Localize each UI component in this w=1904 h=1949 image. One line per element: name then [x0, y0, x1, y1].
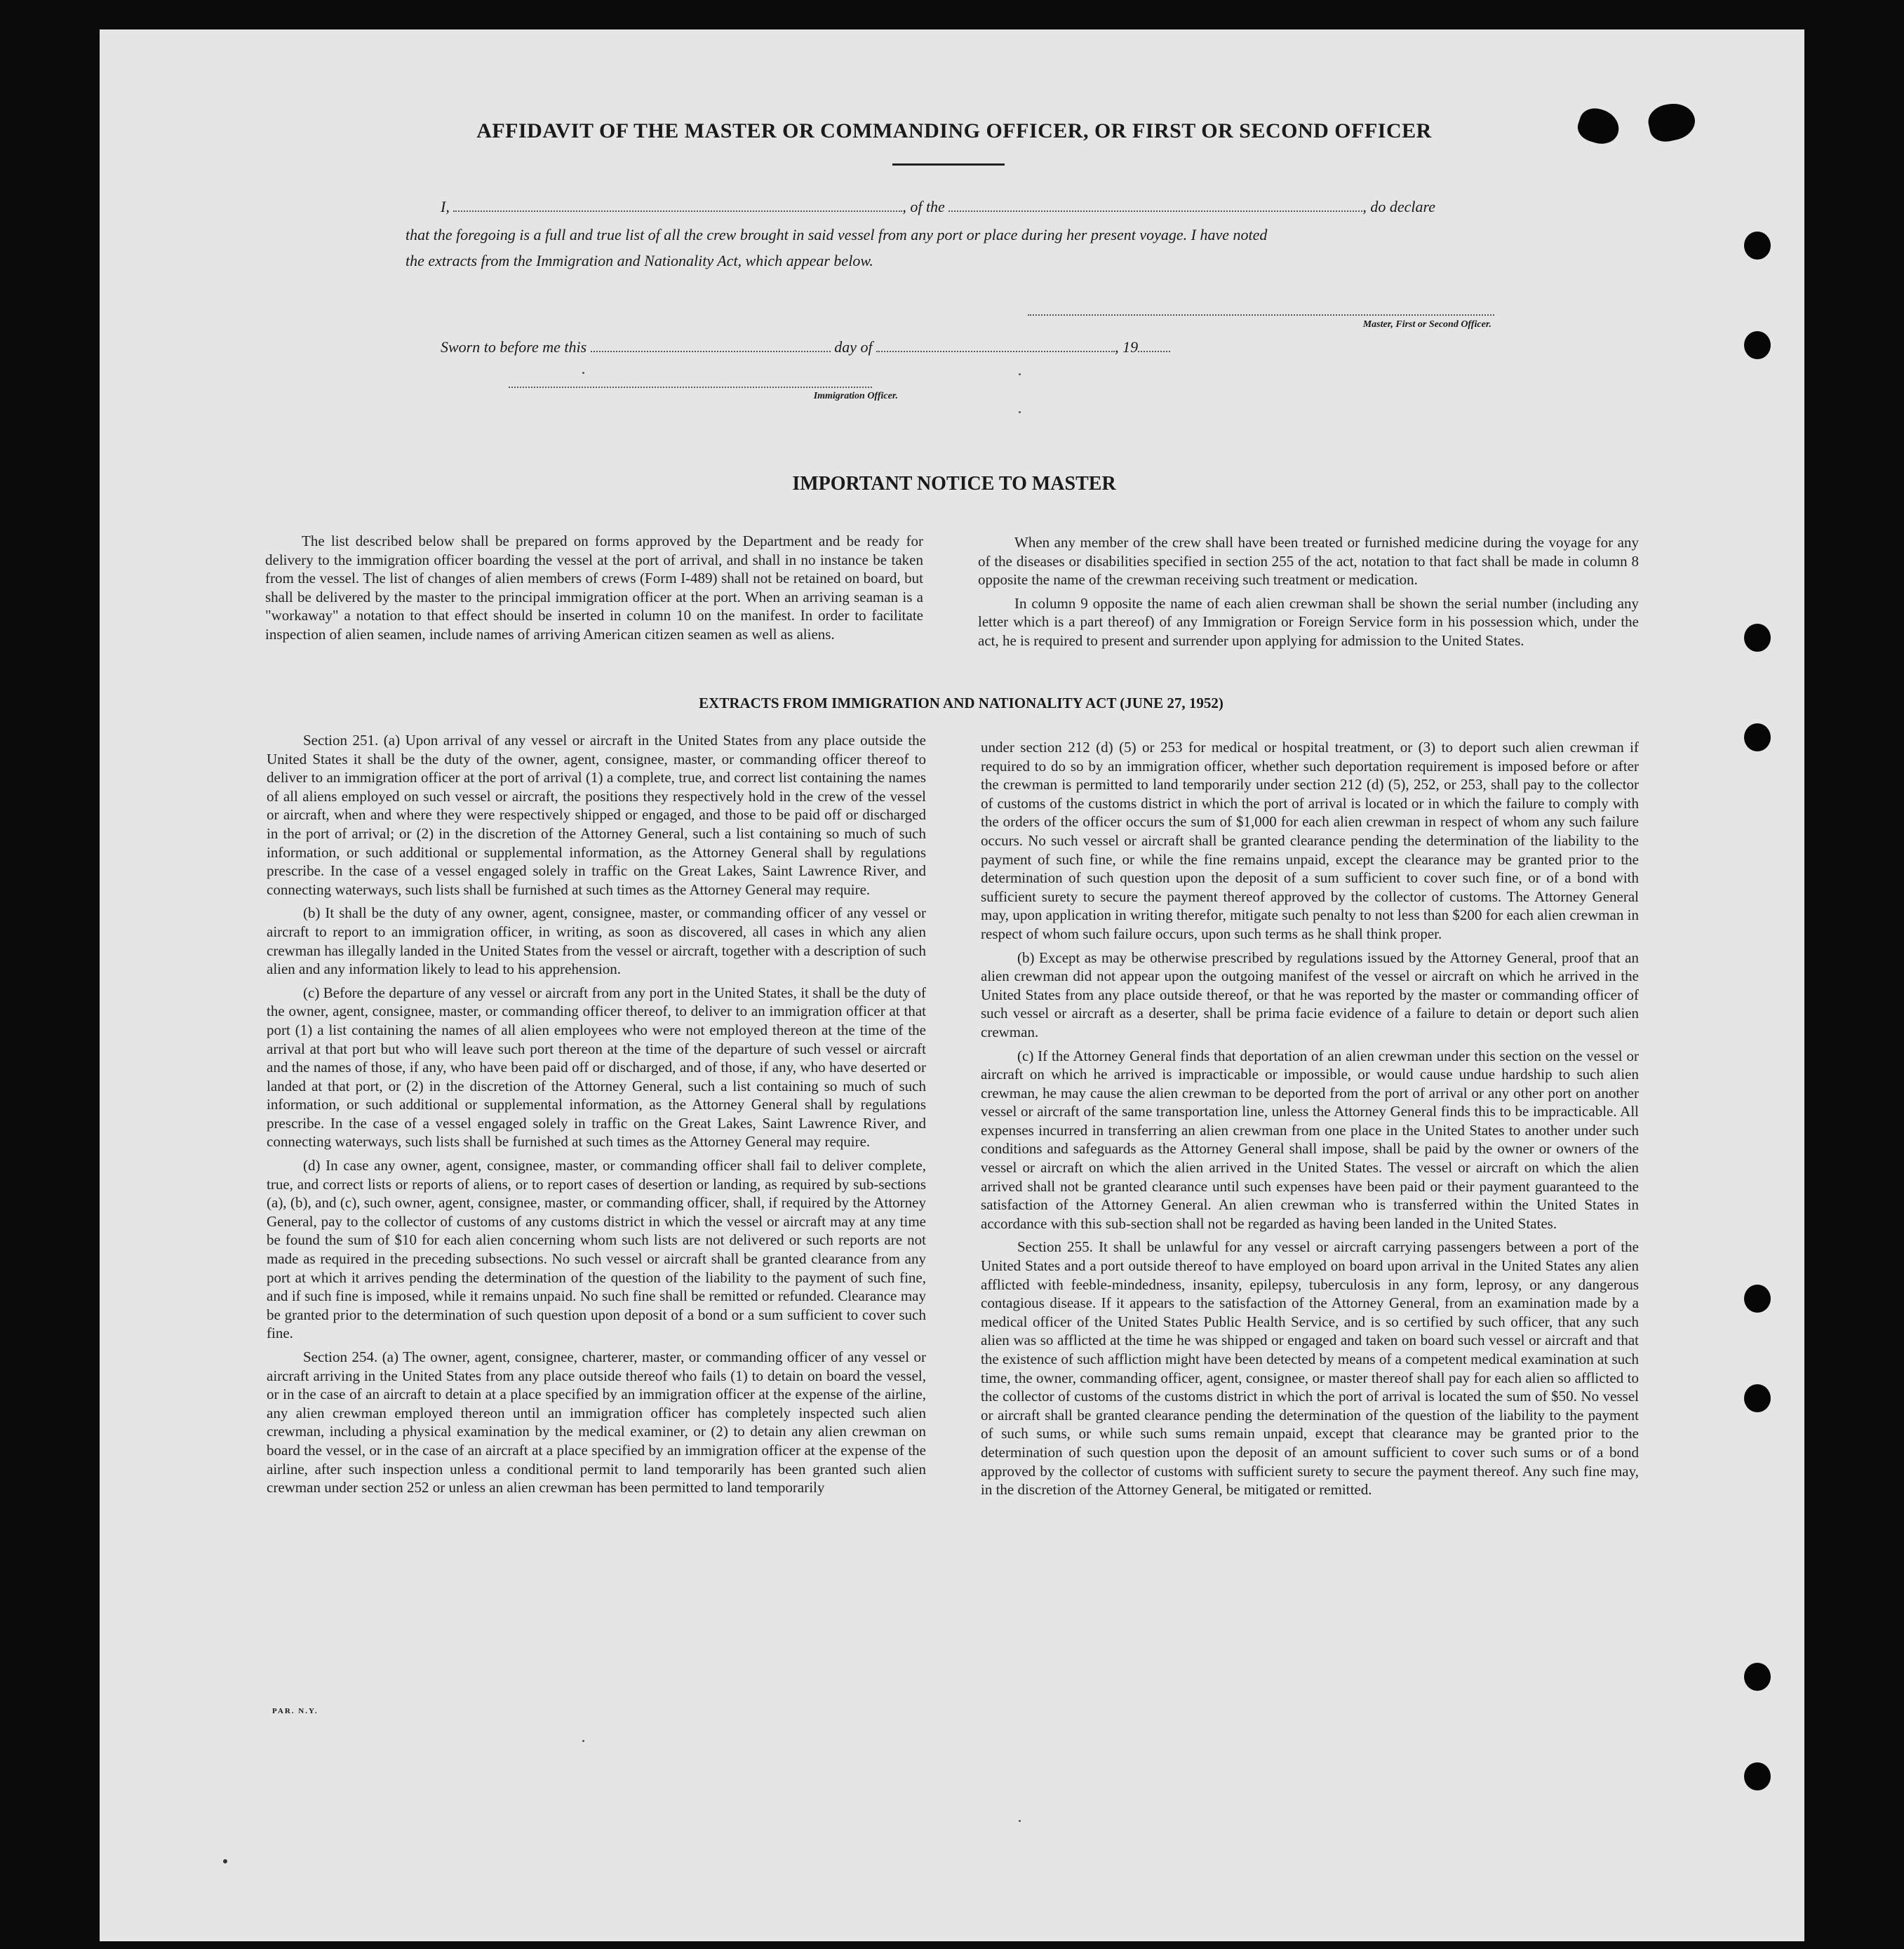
speck	[1019, 1820, 1021, 1822]
master-signature-line[interactable]	[1028, 314, 1494, 316]
declaration-line-1	[441, 194, 1493, 220]
notice-left-column	[265, 532, 923, 649]
punch-hole	[1744, 624, 1771, 652]
i-label: I,	[441, 198, 450, 215]
vessel-blank[interactable]	[948, 198, 1362, 212]
sworn-year-blank[interactable]	[1138, 338, 1170, 352]
section-254-c: (c) If the Attorney General finds that deportation of an alien crewman under this section on the vessel or aircraft on which he arrived is impracticable or impossible, or would cause undue hardship to such alien crewman, he may cause the alien crewman to be deported from the port of arrival or any other port on another vessel or aircraft of the same transportation line, unless the Attorney General finds this to be impracticable. All expenses incurred in transferring an alien crewman from one place in the United States to another under such conditions and safeguards as the Attorney General shall impose, shall be paid by the owner or owners of the vessel or aircraft on which the alien arrived in the United States. The vessel or aircraft on which the alien arrived shall not be granted clearance until such expenses have been paid or their payment guaranteed to the satisfaction of the Attorney General. An alien crewman who is transferred within the United States in accordance with this sub-section shall not be regarded as having been landed in the United States.	[981, 1047, 1639, 1232]
extracts-right-column	[981, 738, 1639, 1504]
punch-hole	[1744, 1384, 1771, 1412]
punch-hole	[1744, 723, 1771, 751]
affidavit-title: AFFIDAVIT OF THE MASTER OR COMMANDING OFFICER, OR FIRST OR SECOND OFFICER	[476, 119, 1432, 142]
extracts-title: EXTRACTS FROM IMMIGRATION AND NATIONALITY ACT (JUNE 27, 1952)	[699, 695, 1223, 711]
section-251-a: Section 251. (a) Upon arrival of any vessel or aircraft in the United States from any place outside the United States it shall be the duty of the owner, agent, consignee, master, or commanding officer thereof to deliver to an immigration officer at the port of arrival (1) a complete, true, and correct list containing the names of all aliens employed on such vessel or aircraft, the positions they respectively hold in the crew of the vessel or aircraft, when and where they were respectively shipped or engaged, and those to be paid off or discharged in the port of arrival; or (2) in the discretion of the Attorney General, such a list containing so much of such information, or such additional or supplemental information, as the Attorney General shall by regulations prescribe. In the case of a vessel engaged solely in traffic on the Great Lakes, Saint Lawrence River, and connecting waterways, such lists shall be furnished at such times as the Attorney General may require.	[267, 732, 926, 898]
section-255: Section 255. It shall be unlawful for any vessel or aircraft carrying passengers between a port of the United States and a port outside thereof to have employed on board upon arrival in the United States any alien afflicted with feeble-mindedness, insanity, epilepsy, tuberculosis in any form, leprosy, or any dangerous contagious disease. If it appears to the satisfaction of the Attorney General, from an examination made by a medical officer of the United States Public Health Service, and is so certified by such officer, that any such alien was so afflicted at the time he was shipped or engaged and taken on board such vessel or aircraft and that the existence of such affliction might have been detected by means of a competent medical examination at such time, the owner, commanding officer, agent, consignee, or master thereof shall pay for each alien so afflicted to the collector of customs of the customs district in which the port of arrival is located the sum of $50. No vessel or aircraft shall be granted clearance pending the determination of the question of the liability to the payment of such sums, or while such sums remain unpaid, except that clearance may be granted prior to the determination of such question upon the deposit of an amount sufficient to cover such sums or of a bond approved by the collector of customs with sufficient surety to secure the payment thereof. Any such fine may, in the discretion of the Attorney General, be mitigated or remitted.	[981, 1238, 1639, 1499]
declaration-line-2: that the foregoing is a full and true list of all the crew brought in said vessel from any port or place during her present voyage. I have noted	[405, 226, 1268, 243]
printer-mark: PAR. N.Y.	[272, 1707, 319, 1715]
punch-hole	[1744, 1762, 1771, 1790]
immigration-officer-caption: Immigration Officer.	[813, 391, 898, 401]
punch-hole	[1744, 1285, 1771, 1313]
notice-left-paragraph: The list described below shall be prepared on forms approved by the Department and be ready for delivery to the immigration officer boarding the vessel at the port of arrival, and shall in no instance be taken from the vessel. The list of changes of alien members of crews (Form I-489) shall not be retained on board, but shall be delivered by the master to the principal immigration officer at the port. When an arriving seaman is a "workaway" a notation to that effect should be inserted in column 10 on the manifest. In order to facilitate inspection of alien seamen, include names of arriving American citizen seamen as well as aliens.	[265, 533, 923, 643]
sworn-day-blank[interactable]	[591, 338, 831, 352]
sworn-month-blank[interactable]	[876, 338, 1115, 352]
extracts-left-column	[267, 731, 926, 1502]
notice-title: IMPORTANT NOTICE TO MASTER	[792, 473, 1116, 495]
speck	[1019, 373, 1021, 375]
year-label: , 19	[1115, 338, 1139, 356]
section-254-b: (b) Except as may be otherwise prescribed by regulations issued by the Attorney General, proof that an alien crewman did not appear upon the outgoing manifest of the vessel or aircraft on which he arrived in the United States from any place outside thereof, or that he was reported by the master or commanding officer of such vessel or aircraft as a deserter, shall be prima facie evidence of a failure to detain or deport such alien crewman.	[981, 949, 1639, 1040]
section-254-a: Section 254. (a) The owner, agent, consignee, charterer, master, or commanding officer of any vessel or aircraft arriving in the United States from any place outside thereof who fails (1) to detain on board the vessel, or in the case of an aircraft to detain at a place specified by an immigration officer at the expense of the airline, any alien crewman employed thereon until an immigration officer has completely inspected such alien crewman, including a physical examination by the medical examiner, or (2) to detain any alien crewman on board the vessel, or in the case of an aircraft at a place specified by an immigration officer at the expense of the airline, after such inspection unless a conditional permit to land temporarily has been granted such alien crewman under section 252 or unless an alien crewman has been permitted to land temporarily	[267, 1348, 926, 1496]
notice-right-paragraph-2: In column 9 opposite the name of each alien crewman shall be shown the serial number (including any letter which is a part thereof) of any Immigration or Foreign Service form in his possession which, under the act, he is required to present and surrender upon applying for admission to the United States.	[978, 594, 1639, 649]
section-251-b: (b) It shall be the duty of any owner, agent, consignee, master, or commanding officer of any vessel or aircraft to report to an immigration officer, in writing, as soon as discovered, all cases in which any alien crewman has illegally landed in the United States from the vessel or aircraft, together with a description of such alien and any information likely to lead to his apprehension.	[267, 904, 926, 978]
title-underline	[892, 163, 1005, 166]
sworn-line	[441, 334, 1282, 360]
punch-hole	[1744, 232, 1771, 260]
notice-right-column	[978, 533, 1639, 655]
of-the-label: , of the	[902, 198, 945, 215]
name-blank[interactable]	[453, 198, 902, 212]
punch-hole	[1744, 331, 1771, 359]
immigration-officer-signature-line[interactable]	[509, 387, 872, 388]
day-of-label: day of	[834, 338, 873, 356]
section-251-c: (c) Before the departure of any vessel or aircraft from any port in the United States, it shall be the duty of the owner, agent, consignee, master, or commanding officer thereof, to deliver to an immigration officer at that port (1) a list containing the names of all alien employees who were not employed thereon at the time of the arrival at that port but who will leave such port thereon at the time of the departure of such vessel or aircraft and the names of those, if any, who have been paid off or discharged, and of those, if any, who have deserted or landed at that port, or (2) in the discretion of the Attorney General, such a list containing so much of such information, or such additional or supplemental information, as the Attorney General shall by regulations prescribe. In the case of a vessel engaged solely in traffic on the Great Lakes, Saint Lawrence River, and connecting waterways, such lists shall be furnished at such times as the Attorney General may require.	[267, 984, 926, 1151]
notice-right-paragraph-1: When any member of the crew shall have been treated or furnished medicine during the voyage for any of the diseases or disabilities specified in section 255 of the act, notation to that fact shall be made in column 8 opposite the name of the crewman receiving such treatment or medication.	[978, 534, 1639, 589]
officer-caption: Master, First or Second Officer.	[1362, 319, 1491, 330]
speck	[1019, 411, 1021, 413]
punch-hole	[1744, 1663, 1771, 1691]
speck	[582, 1740, 584, 1742]
section-251-d: (d) In case any owner, agent, consignee, master, or commanding officer shall fail to deliver complete, true, and correct lists or reports of aliens, or to report cases of desertion or landing, as required by sub-sections (a), (b), and (c), such owner, agent, consignee, master, or commanding officer, shall, if required by the Attorney General, pay to the collector of customs of any customs district in which the vessel or aircraft may at any time be found the sum of $10 for each alien concerning whom such lists are not delivered or such reports are not made as required in the preceding subsections. No such vessel or aircraft shall be granted clearance from any port at which it arrives pending the determination of the question of the liability to the payment of such fine, and if such fine is imposed, while it remains unpaid. No such fine shall be remitted or refunded. Clearance may be granted prior to the determination of such question upon deposit of a bond or a sum sufficient to cover such fine.	[267, 1157, 926, 1342]
speck	[223, 1859, 227, 1863]
do-declare-label: , do declare	[1362, 198, 1435, 215]
speck	[582, 372, 584, 374]
declaration-line-3: the extracts from the Immigration and Nationality Act, which appear below.	[405, 252, 873, 269]
section-254-a-continued: under section 212 (d) (5) or 253 for medical or hospital treatment, or (3) to deport such alien crewman if required to do so by an immigration officer, whether such deportation requirement is imposed before or after the crewman is permitted to land temporarily under section 212 (d) (5), 252, or 253, shall pay to the collector of customs of the customs district in which the port of arrival is located or in which the failure to comply with the orders of the officer occurs the sum of $1,000 for each alien crewman in respect of whom any such failure occurs. No such vessel or aircraft shall be granted clearance pending the determination of the liability to the payment of such fine, or while the fine remains unpaid, except the clearance may be granted prior to the determination of such question upon the deposit of a sum sufficient to cover such fine, or of a bond with sufficient surety to secure the payment thereof approved by the collector of customs. The Attorney General may, upon application in writing therefor, mitigate such penalty to not less than $200 for each alien crewman in respect of whom such failure occurs, upon such terms as he shall think proper.	[981, 739, 1639, 942]
sworn-label: Sworn to before me this	[441, 338, 587, 356]
